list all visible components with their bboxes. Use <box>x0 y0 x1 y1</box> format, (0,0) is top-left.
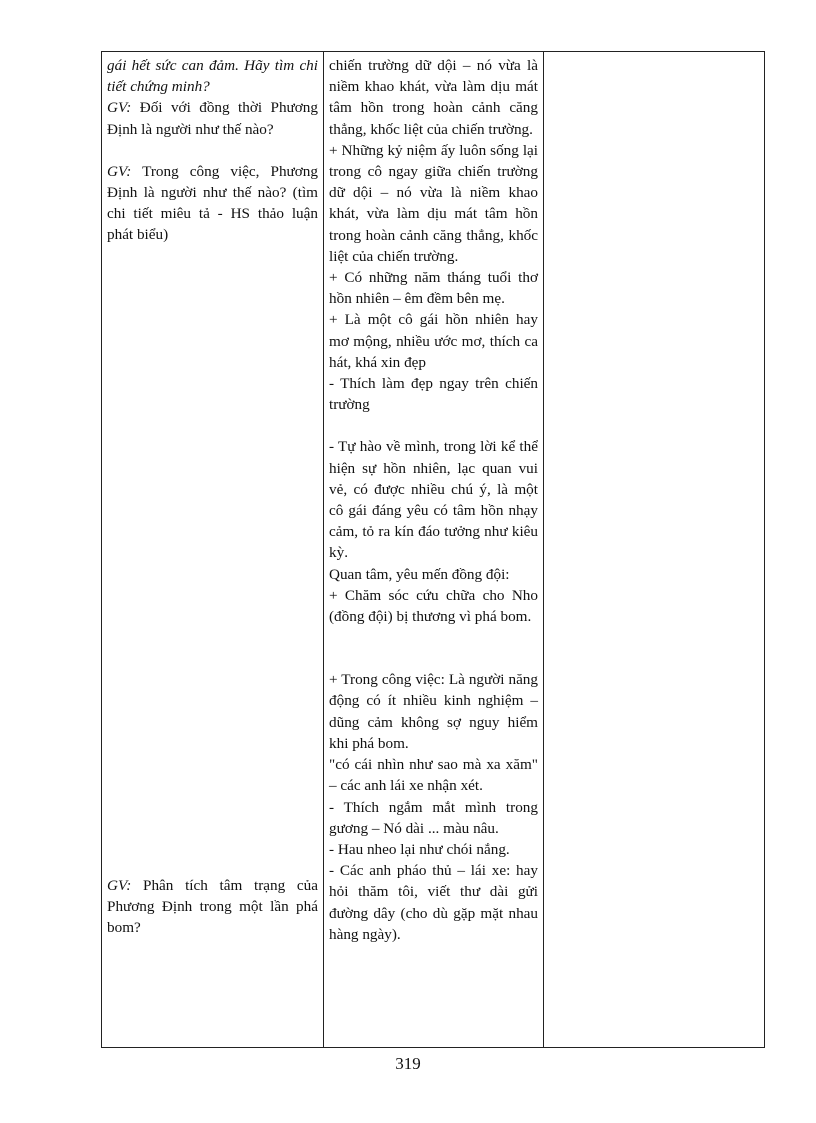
answer-paragraph: - Tự hào về mình, trong lời kể thể hiện sự hồn nhiên, lạc quan vui vẻ, có được nhiều chú ý, là một cô gái đáng yêu có tâm hồn nhạy cảm, tỏ ra kín đáo tưởng như kiêu kỳ. <box>329 438 538 562</box>
question-text: Đối với đồng thời Phương Định là người như thế nào? <box>107 99 318 138</box>
spacer <box>107 246 318 875</box>
answer-paragraph: - Thích làm đẹp ngay trên chiến trường <box>329 375 538 414</box>
table-row <box>102 52 765 1048</box>
answer-paragraph: + Có những năm tháng tuổi thơ hồn nhiên – êm đềm bên mẹ. <box>329 269 538 308</box>
question-bomb <box>107 875 318 939</box>
answer-paragraph: + Trong công việc: Là người năng động có ít nhiều kinh nghiệm – dũng cảm không sợ nguy hiểm khi phá bom. <box>329 671 538 752</box>
answer-paragraph: chiến trường dữ dội – nó vừa là niềm khao khát, vừa làm dịu mát tâm hồn trong hoàn cảnh căng thẳng, khốc liệt của chiến trường. <box>329 57 538 138</box>
gv-label: GV: <box>107 99 132 117</box>
question-text: Phân tích tâm trạng của Phương Định trong một lần phá bom? <box>107 876 318 937</box>
notes-cell <box>544 52 765 1048</box>
answer-paragraph: - Hau nheo lại như chói nắng. <box>329 840 510 858</box>
answers-cell <box>324 52 544 1048</box>
gv-label: GV: <box>107 876 132 894</box>
answer-paragraph: "có cái nhìn như sao mà xa xăm" – các anh lái xe nhận xét. <box>329 756 538 795</box>
lesson-table <box>101 51 765 1048</box>
question-friends <box>107 97 318 139</box>
answer-paragraph: Quan tâm, yêu mến đồng đội: <box>329 565 510 583</box>
question-continuation: gái hết sức can đảm. Hãy tìm chi tiết chứng minh? <box>107 57 318 96</box>
answer-paragraph: - Thích ngắm mắt mình trong gương – Nó dài ... màu nâu. <box>329 798 538 837</box>
answer-paragraph: - Các anh pháo thủ – lái xe: hay hỏi thăm tôi, viết thư dài gửi đường dây (cho dù gặp mặt nhau hàng ngày). <box>329 862 538 943</box>
teacher-questions-cell <box>102 52 324 1048</box>
question-text: Trong công việc, Phương Định là người như thế nào? (tìm chi tiết miêu tả - HS thảo luận phát biểu) <box>107 162 318 244</box>
spacer <box>329 627 538 669</box>
gv-label: GV: <box>107 162 132 180</box>
question-work <box>107 161 318 246</box>
spacer <box>107 140 318 161</box>
spacer <box>329 415 538 436</box>
page-number: 319 <box>395 1054 421 1073</box>
answer-paragraph: + Những kỷ niệm ấy luôn sống lại trong cô ngay giữa chiến trường dữ dội – nó vừa là niềm khao khát, vừa làm dịu mát tâm hồn trong hoàn cảnh căng thẳng, khốc liệt của chiến trường. <box>329 141 538 265</box>
answer-paragraph: + Là một cô gái hồn nhiên hay mơ mộng, nhiều ước mơ, thích ca hát, khá xin đẹp <box>329 311 538 371</box>
answer-paragraph: + Chăm sóc cứu chữa cho Nho (đồng đội) bị thương vì phá bom. <box>329 586 538 626</box>
